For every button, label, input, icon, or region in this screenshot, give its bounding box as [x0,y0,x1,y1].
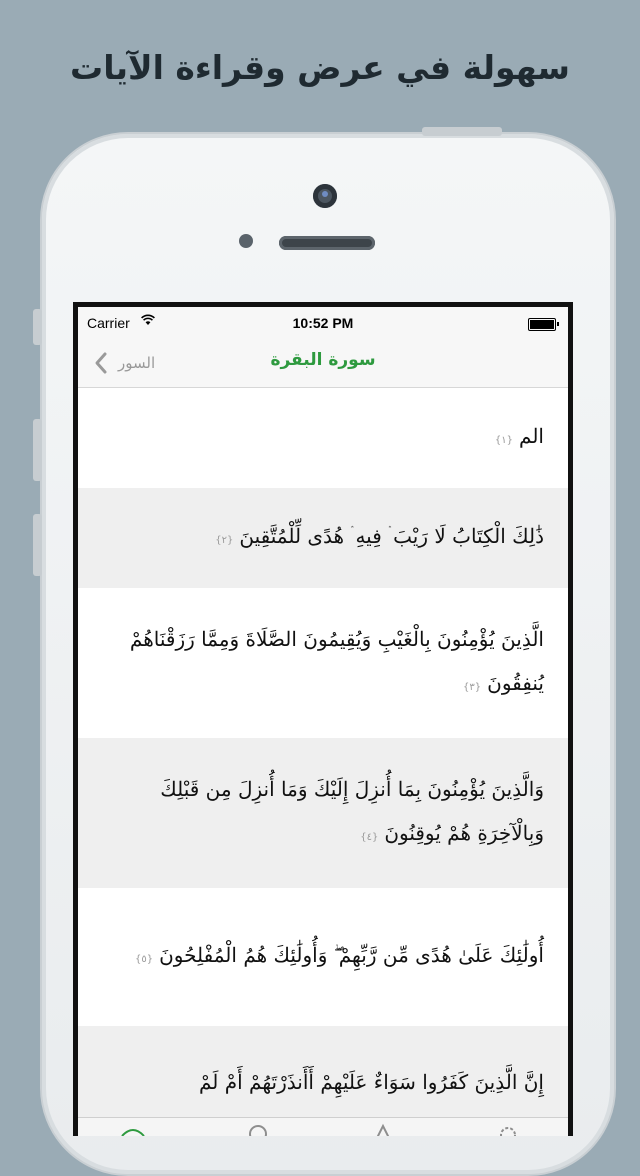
quran-icon[interactable] [118,1122,148,1136]
verse-list[interactable] [78,388,568,1136]
verse-row[interactable] [78,388,568,488]
front-camera-icon [313,184,337,208]
verse-number: {٢} [215,534,234,546]
verse-text: أُولَٰئِكَ عَلَىٰ هُدًى مِّن رَّبِّهِمْ ۖ وَأُولَٰئِكَ هُمُ الْمُفْلِحُونَ [159,942,544,967]
verse-text: الم [519,423,544,448]
verse-number: {٤} [360,831,379,843]
volume-up-button [33,419,42,481]
proximity-sensor [239,234,253,248]
clock: 10:52 PM [292,315,354,331]
volume-down-button [33,514,42,576]
bookmark-icon[interactable] [368,1122,398,1136]
battery-icon [528,318,556,331]
search-icon[interactable] [243,1122,273,1136]
back-label: السور [118,354,156,372]
phone-screen [73,302,573,1136]
verse-number: {١} [494,434,514,446]
power-button [422,127,502,136]
mute-switch [33,309,42,345]
verse-text: الَّذِينَ يُؤْمِنُونَ بِالْغَيْبِ وَيُقِيمُونَ الصَّلَاةَ وَمِمَّا رَزَقْنَاهُمْ يُنفِقُونَ [129,626,544,695]
verse-row[interactable] [78,738,568,888]
verse-text: ذَٰلِكَ الْكِتَابُ لَا رَيْبَ ۛ فِيهِ ۛ هُدًى لِّلْمُتَّقِينَ [239,523,544,548]
verse-row[interactable] [78,488,568,588]
status-bar [78,307,568,337]
verse-text: وَالَّذِينَ يُؤْمِنُونَ بِمَا أُنزِلَ إِلَيْكَ وَمَا أُنزِلَ مِن قَبْلِكَ وَبِالْآخِرَةِ هُمْ يُوقِنُونَ [160,776,544,845]
verse-row[interactable] [78,888,568,1026]
navigation-bar [78,337,568,388]
verse-number: {٥} [134,953,154,965]
settings-icon[interactable] [493,1122,523,1136]
verse-row[interactable] [78,588,568,738]
promo-headline: سهولة في عرض وقراءة الآيات [70,48,570,87]
tab-bar [78,1117,568,1136]
page-title: سورة البقرة [270,350,376,370]
app-screen [78,307,568,1136]
carrier-label: Carrier [87,315,130,331]
verse-text: إِنَّ الَّذِينَ كَفَرُوا سَوَاءٌ عَلَيْهِمْ أَأَنذَرْتَهُمْ أَمْ لَمْ [198,1070,544,1094]
verse-number: {٣} [463,681,482,693]
earpiece-speaker [279,236,375,250]
